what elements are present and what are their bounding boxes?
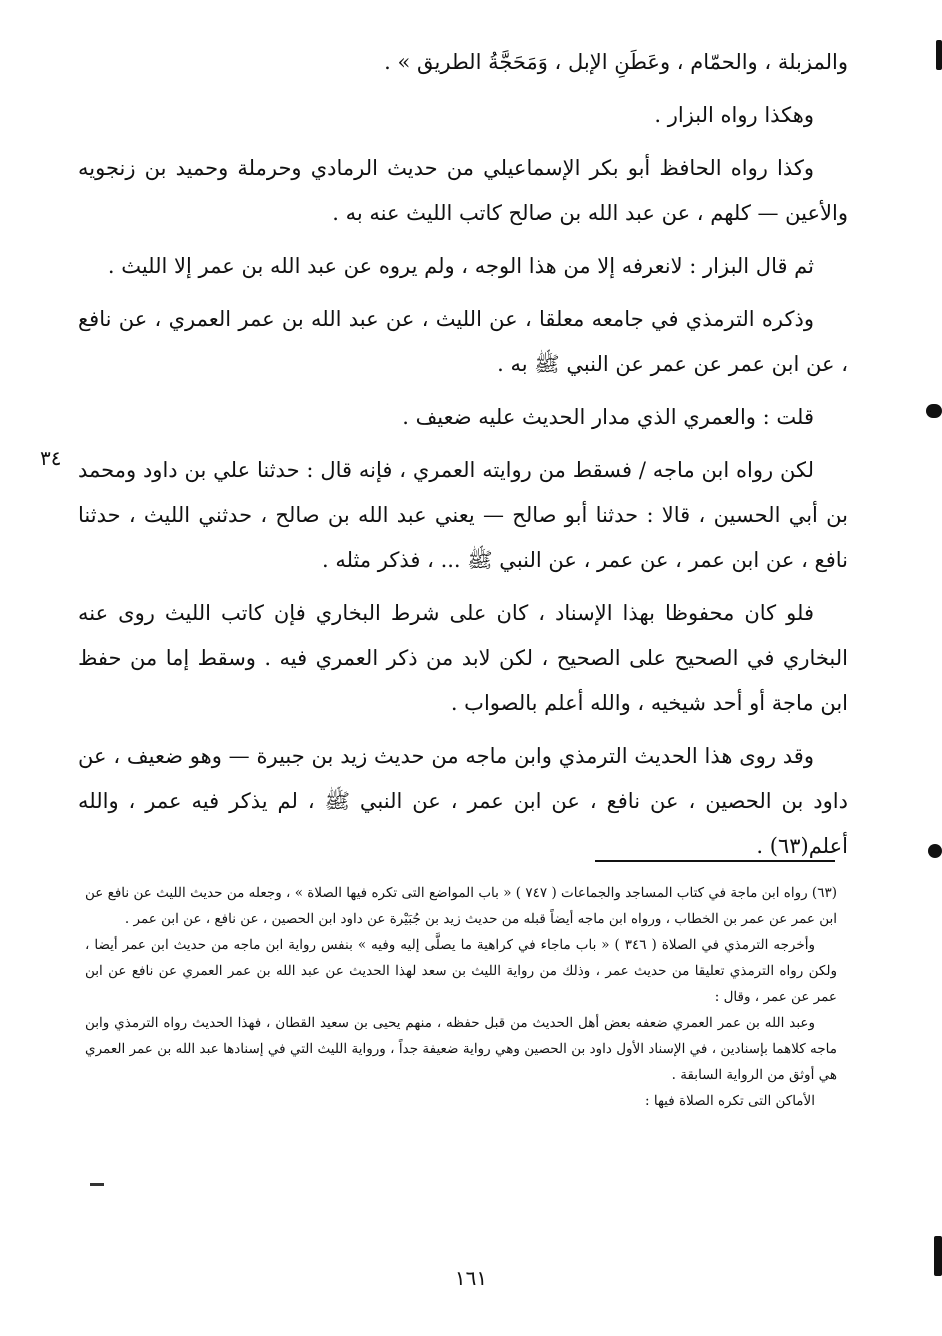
paragraph-8: فلو كان محفوظا بهذا الإسناد ، كان على شرط البخاري فإن كاتب الليث روى عنه البخاري في الصحيح على الصحيح ، لكن لابد من ذكر العمري فيه . وسقط إما من حفظ ابن ماجة أو أحد شيخيه ، والله أعلم بالصواب .	[78, 601, 848, 715]
paragraph-5: وذكره الترمذي في جامعه معلقا ، عن الليث ، عن عبد الله بن عمر العمري ، عن نافع ، عن ابن عمر عن عمر عن النبي ﷺ به .	[78, 307, 848, 376]
paragraph-2: وهكذا رواه البزار .	[654, 103, 814, 127]
footnote-continuation-2: وعبد الله بن عمر العمري ضعفه بعض أهل الحديث من قبل حفظه ، منهم يحيى بن سعيد القطان ، فهذا الحديث رواه الترمذي وابن ماجه كلاهما بإسنادين ، في الإسناد الأول داود بن الحصين وهي رواية ضعيفة جداً ، ورواية الليث التي في إسنادها عبد الله بن عمر العمري هي أوثق من الرواية السابقة .	[85, 1015, 837, 1083]
footnotes-block	[85, 880, 837, 1114]
footnote-continuation-3: الأماكن التى تكره الصلاة فيها :	[645, 1093, 815, 1109]
scan-edge-mark	[934, 1236, 942, 1276]
paragraph-4: ثم قال البزار : لانعرفه إلا من هذا الوجه ، ولم يروه عن عبد الله بن عمر إلا الليث .	[107, 254, 814, 278]
scan-edge-mark	[936, 40, 942, 70]
scan-edge-mark	[926, 404, 942, 418]
paragraph-7: لكن رواه ابن ماجه / فسقط من روايته العمري ، فإنه قال : حدثنا علي بن داود ومحمد بن أبي الحسين ، قالا : حدثنا أبو صالح — يعني عبد الله بن صالح ، حدثني الليث ، حدثنا نافع ، عن ابن عمر ، عن عمر ، عن النبي ﷺ ... ، فذكر مثله .	[78, 458, 848, 572]
margin-page-reference: ٣٤	[40, 446, 62, 470]
footnote-dash-mark	[90, 1183, 104, 1186]
scan-edge-mark	[928, 844, 942, 858]
paragraph-9: وقد روى هذا الحديث الترمذي وابن ماجه من حديث زيد بن جبيرة — وهو ضعيف ، عن داود بن الحصين ، عن نافع ، عن ابن عمر ، عن النبي ﷺ ، لم يذكر فيه عمر ، والله أعلم(٦٣) .	[78, 744, 848, 858]
page-number: ١٦١	[454, 1266, 488, 1290]
paragraph-1: والمزبلة ، والحمّام ، وعَطَنِ الإبل ، وَمَحَجَّةُ الطريق » .	[384, 50, 848, 74]
footnote-continuation-1: وأخرجه الترمذي في الصلاة ( ٣٤٦ ) « باب ماجاء في كراهية ما يصلَّى إليه وفيه » بنفس رواية ابن ماجه من حديث ابن عمر أيضا ، ولكن رواه الترمذي تعليقا من حديث عمر ، وذلك من رواية الليث بن سعد لهذا الحديث عن عبد الله بن عمر العمري عن نافع عن ابن عمر عن عمر ، وقال :	[85, 937, 837, 1005]
footnote-63: (٦٣) رواه ابن ماجة في كتاب المساجد والجماعات ( ٧٤٧ ) « باب المواضع التى تكره فيها الصلاة » ، وجعله من حديث الليث عن نافع عن ابن عمر عن عمر بن الخطاب ، ورواه ابن ماجه أيضاً قبله من حديث زيد بن جُبَيْرة عن داود ابن الحصين ، عن نافع ، عن ابن عمر .	[85, 885, 837, 927]
paragraph-3: وكذا رواه الحافظ أبو بكر الإسماعيلي من حديث الرمادي وحرملة وحميد بن زنجويه والأعين — كلهم ، عن عبد الله بن صالح كاتب الليث عنه به .	[78, 156, 848, 225]
main-text-block	[78, 40, 848, 877]
footnote-divider	[595, 860, 835, 862]
paragraph-6: قلت : والعمري الذي مدار الحديث عليه ضعيف .	[402, 405, 814, 429]
